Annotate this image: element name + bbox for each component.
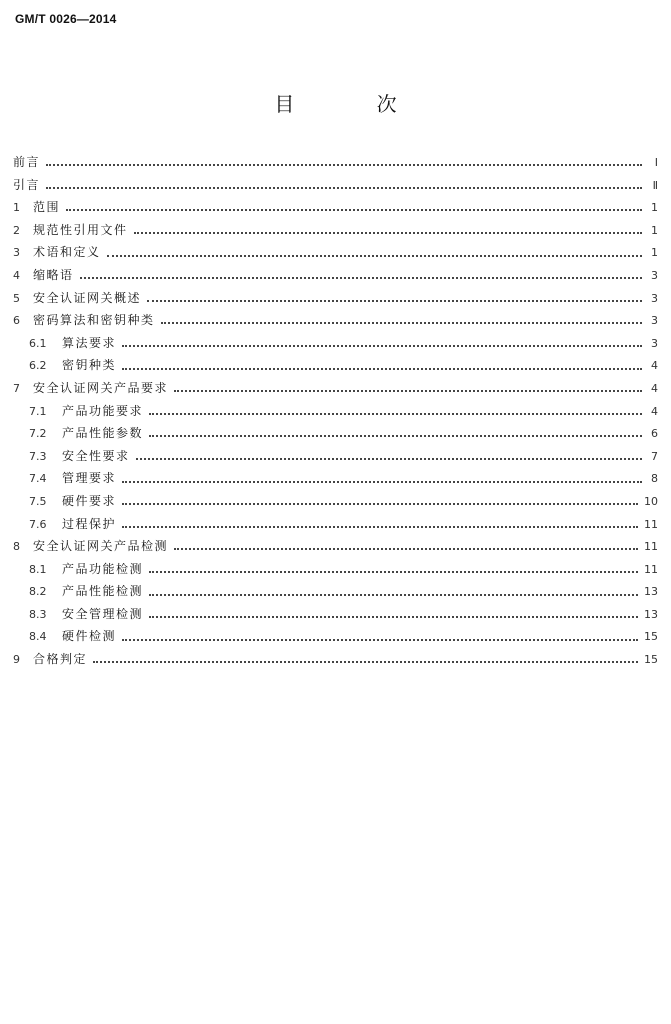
dot-leader xyxy=(174,548,638,550)
toc-entry-label: 产品功能检测 xyxy=(62,561,144,576)
dot-leader xyxy=(122,368,642,370)
dot-leader xyxy=(93,661,638,663)
toc-entry-label: 硬件检测 xyxy=(62,629,117,644)
toc-entry-page: 3 xyxy=(651,314,658,328)
toc-entry-number: 5 xyxy=(13,291,20,305)
document-id: GM/T 0026—2014 xyxy=(15,12,117,26)
toc-entry-page: 4 xyxy=(651,404,658,418)
dot-leader xyxy=(134,232,642,234)
toc-entry-number: 1 xyxy=(13,201,20,215)
toc-entry[interactable] xyxy=(13,219,658,242)
toc-title: 目 次 xyxy=(274,92,435,116)
toc-entry-number: 7.4 xyxy=(29,472,47,486)
toc-entry-page: 10 xyxy=(644,494,658,508)
dot-leader xyxy=(136,458,642,460)
toc-entry[interactable] xyxy=(13,354,658,377)
toc-entry-page: 11 xyxy=(644,540,658,554)
dot-leader xyxy=(149,594,638,596)
dot-leader xyxy=(174,390,642,392)
toc-entry-label: 合格判定 xyxy=(33,652,88,667)
toc-entry-label: 密码算法和密钥种类 xyxy=(33,313,155,328)
toc-entry[interactable] xyxy=(13,264,658,287)
toc-entry-label: 产品功能要求 xyxy=(62,403,144,418)
toc-entry-number: 7.5 xyxy=(29,494,47,508)
toc-entry-number: 4 xyxy=(13,268,20,282)
toc-entry[interactable] xyxy=(13,196,658,219)
dot-leader xyxy=(46,187,642,189)
dot-leader xyxy=(149,571,638,573)
toc-entry[interactable] xyxy=(13,241,658,264)
dot-leader xyxy=(122,481,642,483)
dot-leader xyxy=(149,435,642,437)
toc-entry-label: 管理要求 xyxy=(62,471,117,486)
toc-entry-page: 8 xyxy=(651,472,658,486)
toc-entry[interactable] xyxy=(13,151,658,174)
toc-entry-page: 3 xyxy=(651,268,658,282)
toc-entry-label: 安全认证网关产品要求 xyxy=(33,380,169,395)
toc-entry-label: 安全性要求 xyxy=(62,448,130,463)
toc-entry-number: 6.1 xyxy=(29,336,47,350)
toc-entry-label: 安全认证网关概述 xyxy=(33,290,142,305)
toc-entry[interactable] xyxy=(13,445,658,468)
dot-leader xyxy=(149,413,642,415)
toc-entry-page: 13 xyxy=(644,585,658,599)
dot-leader xyxy=(149,616,638,618)
toc-entry[interactable] xyxy=(13,377,658,400)
toc-entry-page: 15 xyxy=(644,653,658,667)
toc-entry-number: 7 xyxy=(13,381,20,395)
toc-entry-label: 产品性能参数 xyxy=(62,426,144,441)
toc-entry-page: 13 xyxy=(644,607,658,621)
toc-entry-page: Ⅰ xyxy=(654,156,658,169)
toc-entry[interactable] xyxy=(13,558,658,581)
toc-entry-label: 范围 xyxy=(33,200,61,215)
toc-entry-page: 4 xyxy=(651,381,658,395)
toc-entry-label: 前言 xyxy=(13,155,41,169)
toc-entry[interactable] xyxy=(13,490,658,513)
dot-leader xyxy=(122,345,642,347)
toc-entry-number: 7.2 xyxy=(29,427,47,441)
toc-entry-number: 9 xyxy=(13,653,20,667)
toc-entry[interactable] xyxy=(13,174,658,197)
toc-entry[interactable] xyxy=(13,648,658,671)
toc-entry-label: 硬件要求 xyxy=(62,493,117,508)
toc-entry-label: 引言 xyxy=(13,177,41,192)
dot-leader xyxy=(122,526,638,528)
dot-leader xyxy=(122,503,638,505)
toc-entry-number: 8.1 xyxy=(29,562,47,576)
dot-leader xyxy=(161,322,642,324)
toc-entry-page: 7 xyxy=(651,449,658,463)
toc-entry-number: 7.6 xyxy=(29,517,47,531)
toc-entry-label: 密钥种类 xyxy=(62,358,117,373)
toc-entry-page: 6 xyxy=(651,427,658,441)
toc-entry-page: 1 xyxy=(651,201,658,215)
toc-entry[interactable] xyxy=(13,535,658,558)
toc-entry-number: 7.1 xyxy=(29,404,47,418)
toc-entry-number: 2 xyxy=(13,223,20,237)
toc-entry-label: 算法要求 xyxy=(62,335,117,350)
toc-entry-label: 安全认证网关产品检测 xyxy=(33,539,169,554)
toc-entry-page: 3 xyxy=(651,291,658,305)
toc-entry-page: 11 xyxy=(644,517,658,531)
toc-entry-number: 7.3 xyxy=(29,449,47,463)
toc-entry-number: 8.4 xyxy=(29,630,47,644)
toc-entry[interactable] xyxy=(13,625,658,648)
toc-entry[interactable] xyxy=(13,332,658,355)
toc-entry-number: 3 xyxy=(13,246,20,260)
toc-entry[interactable] xyxy=(13,580,658,603)
toc-entry-page: 3 xyxy=(651,336,658,350)
toc-entry[interactable] xyxy=(13,422,658,445)
toc-entry-page: 1 xyxy=(651,223,658,237)
toc-entry-page: 15 xyxy=(644,630,658,644)
dot-leader xyxy=(122,639,638,641)
toc-entry-number: 8 xyxy=(13,540,20,554)
dot-leader xyxy=(66,209,642,211)
toc-entry-label: 安全管理检测 xyxy=(62,606,144,621)
toc-entry-number: 6 xyxy=(13,314,20,328)
table-of-contents xyxy=(13,151,658,671)
dot-leader xyxy=(80,277,642,279)
dot-leader xyxy=(107,255,642,257)
toc-entry[interactable] xyxy=(13,513,658,536)
toc-entry-page: 1 xyxy=(651,246,658,260)
toc-entry[interactable] xyxy=(13,287,658,310)
toc-entry-page: 11 xyxy=(644,562,658,576)
toc-entry[interactable] xyxy=(13,400,658,423)
toc-entry-label: 过程保护 xyxy=(62,516,117,531)
toc-entry-page: Ⅱ xyxy=(652,178,658,192)
toc-entry[interactable] xyxy=(13,603,658,626)
toc-entry-number: 6.2 xyxy=(29,359,47,373)
toc-entry[interactable] xyxy=(13,309,658,332)
toc-entry-label: 缩略语 xyxy=(33,267,74,282)
toc-entry-label: 术语和定义 xyxy=(33,245,101,260)
toc-entry-label: 规范性引用文件 xyxy=(33,222,128,237)
dot-leader xyxy=(46,164,642,166)
toc-entry[interactable] xyxy=(13,467,658,490)
dot-leader xyxy=(147,300,642,302)
toc-entry-number: 8.2 xyxy=(29,585,47,599)
toc-entry-label: 产品性能检测 xyxy=(62,584,144,599)
toc-entry-page: 4 xyxy=(651,359,658,373)
toc-entry-number: 8.3 xyxy=(29,607,47,621)
